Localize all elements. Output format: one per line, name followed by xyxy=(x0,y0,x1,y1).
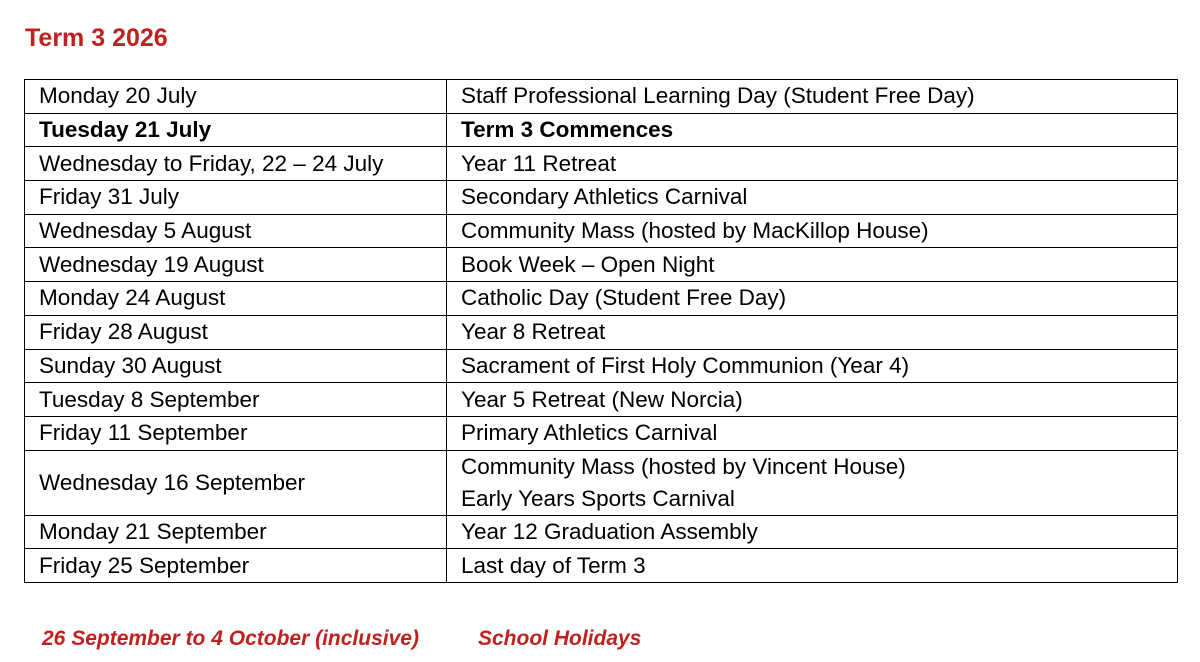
date-cell: Friday 25 September xyxy=(25,549,447,583)
event-cell: Staff Professional Learning Day (Student Free Day) xyxy=(447,80,1178,114)
table-row xyxy=(25,416,1178,450)
date-cell: Wednesday to Friday, 22 – 24 July xyxy=(25,147,447,181)
table-row xyxy=(25,349,1178,383)
table-row xyxy=(25,80,1178,114)
table-row xyxy=(25,113,1178,147)
event-cell: Term 3 Commences xyxy=(447,113,1178,147)
table-row xyxy=(25,147,1178,181)
event-line: Early Years Sports Carnival xyxy=(461,485,735,511)
event-cell: Community Mass (hosted by MacKillop House) xyxy=(447,214,1178,248)
term-calendar-table xyxy=(24,79,1178,583)
table-row xyxy=(25,549,1178,583)
table-row xyxy=(25,282,1178,316)
date-cell: Tuesday 8 September xyxy=(25,383,447,417)
event-cell: Primary Athletics Carnival xyxy=(447,416,1178,450)
event-cell: Sacrament of First Holy Communion (Year 4) xyxy=(447,349,1178,383)
date-cell: Monday 21 September xyxy=(25,515,447,549)
table-row xyxy=(25,248,1178,282)
table-row xyxy=(25,315,1178,349)
table-row xyxy=(25,450,1178,515)
table-row xyxy=(25,214,1178,248)
date-cell: Friday 31 July xyxy=(25,181,447,215)
event-cell: Year 5 Retreat (New Norcia) xyxy=(447,383,1178,417)
holiday-label: School Holidays xyxy=(478,627,642,650)
event-cell: Book Week – Open Night xyxy=(447,248,1178,282)
event-cell: Catholic Day (Student Free Day) xyxy=(447,282,1178,316)
date-cell: Tuesday 21 July xyxy=(25,113,447,147)
event-cell: Last day of Term 3 xyxy=(447,549,1178,583)
table-row xyxy=(25,515,1178,549)
holiday-date-range: 26 September to 4 October (inclusive) xyxy=(42,627,419,650)
event-line: Community Mass (hosted by Vincent House) xyxy=(461,453,906,479)
event-cell: Year 11 Retreat xyxy=(447,147,1178,181)
date-cell: Monday 20 July xyxy=(25,80,447,114)
event-cell: Year 8 Retreat xyxy=(447,315,1178,349)
event-cell: Year 12 Graduation Assembly xyxy=(447,515,1178,549)
date-cell: Monday 24 August xyxy=(25,282,447,316)
page-title: Term 3 2026 xyxy=(25,24,168,52)
event-cell: Secondary Athletics Carnival xyxy=(447,181,1178,215)
date-cell: Friday 11 September xyxy=(25,416,447,450)
table-row xyxy=(25,181,1178,215)
date-cell: Sunday 30 August xyxy=(25,349,447,383)
date-cell: Wednesday 16 September xyxy=(25,450,447,515)
event-cell xyxy=(447,450,1178,515)
date-cell: Friday 28 August xyxy=(25,315,447,349)
table-row xyxy=(25,383,1178,417)
date-cell: Wednesday 5 August xyxy=(25,214,447,248)
date-cell: Wednesday 19 August xyxy=(25,248,447,282)
